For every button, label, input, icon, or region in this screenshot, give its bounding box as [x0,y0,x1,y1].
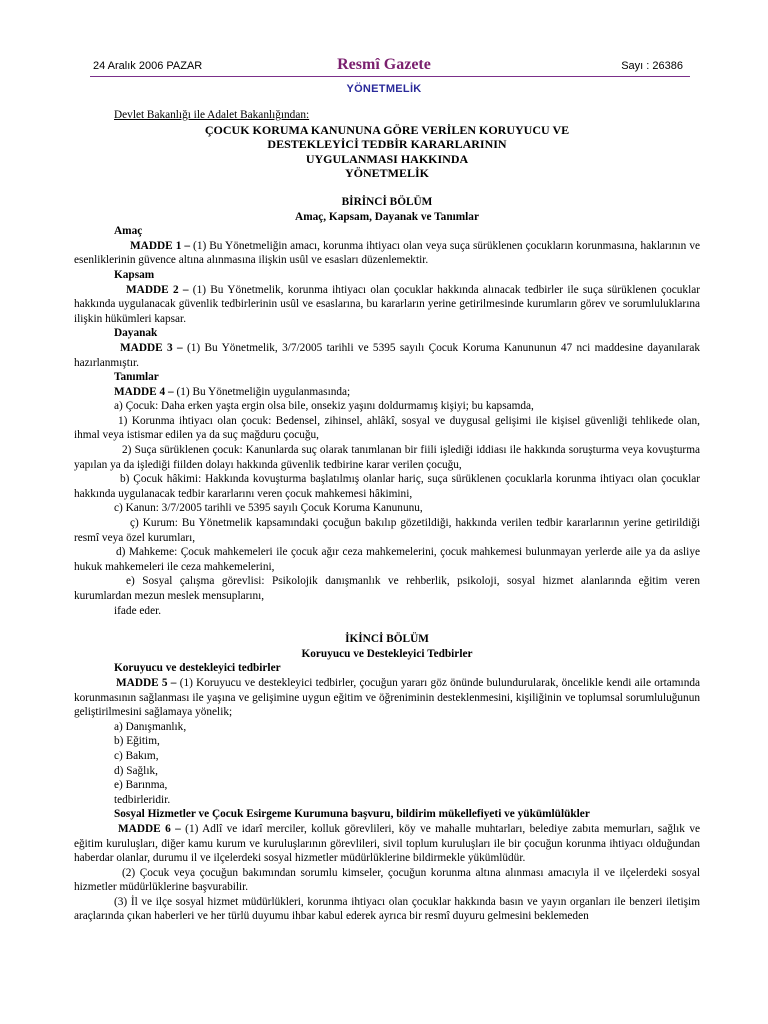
article-6-para-1 [74,822,700,866]
article-4 [74,385,700,400]
article-6-para-3: (3) İl ve ilçe sosyal hizmet müdürlükleri, korunma ihtiyacı olan çocuklar hakkında basın ve yayın organları ile benzeri iletişim araçlarında çıkan haberleri ve her türlü duyumu ihbar kabul ederek ayrıca bir resmî duyuru gelmesini beklemeden [74,895,700,923]
part-2-title: İKİNCİ BÖLÜM [345,633,429,646]
definition-e: e) Sosyal çalışma görevlisi: Psikolojik danışmanlık ve rehberlik, psikoloji, sosyal hizmet alanlarında eğitim veren kurumlardan mezun meslek mensuplarını, [74,575,700,602]
measure-item: c) Bakım, [114,749,159,762]
issuer-line: Devlet Bakanlığı ile Adalet Bakanlığından: [114,109,310,121]
article-3-text: (1) Bu Yönetmelik, 3/7/2005 tarihli ve 5395 sayılı Çocuk Koruma Kanununun 47 nci maddesine dayanılarak hazırlanmıştır. [74,341,700,369]
regulation-body [74,108,700,924]
regulation-title-line-4: YÖNETMELİK [344,166,429,181]
regulation-title-line-3: UYGULANMASI HAKKINDA [305,151,469,166]
article-1-text: (1) Bu Yönetmeliğin amacı, korunma ihtiyacı olan veya suça sürüklenen çocukların korunmasına, haklarının ve esenliklerinin güvence altına alınmasına ilişkin usûl ve esasları düzenlemektir. [74,239,700,267]
heading-amac: Amaç [114,225,143,238]
section-label: YÖNETMELİK [346,83,422,95]
article-2 [74,283,700,327]
header-date: 24 Aralık 2006 PAZAR [93,60,203,72]
header-divider [90,76,690,77]
article-1 [74,239,700,268]
article-6-label: MADDE 6 – [118,822,181,835]
article-6-text-1: (1) Adlî ve idarî merciler, kolluk görevlileri, köy ve mahalle muhtarları, belediye zabıta memurları, sağlık ve eğitim kuruluşları, diğer kamu kurum ve kuruluşlarının görevlileri, sivil toplum kuruluşları ile bir çocuğun korunma ihtiyacı olduğundan haberdar olanlar, durumu il ve ilçelerdeki sosyal hizmetler müdürlüklerine bildirmekle yükümlüdür. [74,822,700,865]
article-1-label: MADDE 1 – [130,239,191,252]
article-6-para-2: (2) Çocuk veya çocuğun bakımından sorumlu kimseler, çocuğun korunma altına alınması amacıyla il ve ilçelerdeki sosyal hizmetler müdürlüklerine başvurabilir. [74,866,700,894]
article-4-label: MADDE 4 – [114,385,174,398]
article-2-label: MADDE 2 – [126,283,189,296]
header-issue-number: Sayı : 26386 [621,60,683,72]
article-5 [74,676,700,720]
part-2-subtitle: Koruyucu ve Destekleyici Tedbirler [301,647,473,660]
definition-b: b) Çocuk hâkimi: Hakkında kovuşturma başlatılmış olanlar hariç, suça sürüklenen çocuklarla korunma ihtiyacı olan çocuklar hakkında uygulanacak tedbir kararlarını veren çocuk mahkemesi hâkimini, [74,473,700,500]
measure-item: a) Danışmanlık, [114,720,187,733]
definitions-end: ifade eder. [114,604,162,617]
measure-item: d) Sağlık, [114,764,158,777]
heading-kapsam: Kapsam [114,268,155,281]
part-1-title: BİRİNCİ BÖLÜM [341,195,433,208]
definition-c: c) Kanun: 3/7/2005 tarihli ve 5395 sayılı Çocuk Koruma Kanununu, [114,502,423,515]
part-1-subtitle: Amaç, Kapsam, Dayanak ve Tanımlar [295,210,479,223]
definition-cc: ç) Kurum: Bu Yönetmelik kapsamındaki çocuğun bakılıp gözetildiği, hakkında verilen tedbir kararlarının yerine getirildiği resmî veya özel kurumları, [74,517,700,544]
article-5-text: (1) Koruyucu ve destekleyici tedbirler, çocuğun yararı göz önünde bulundurularak, öncelikle kendi aile ortamında korunmasının sağlanması ile yaşına ve gelişimine uygun eğitim ve öğreniminin desteklenmesini, kişiliğinin ve toplumsal sorumluluğunun geliştirilmesini sağlamaya yönelik; [74,676,701,719]
measures-end: tedbirleridir. [114,793,171,806]
definition-a2: 2) Suça sürüklenen çocuk: Kanunlarda suç olarak tanımlanan bir fiili işlediği iddiası ile hakkında soruşturma veya kovuşturma yapılan ya da işlediği fiilden dolayı hakkında güvenlik tedbirine karar verilen çocuğu, [74,444,700,471]
article-2-text: (1) Bu Yönetmelik, korunma ihtiyacı olan çocuklar hakkında alınacak tedbirler ile suça sürüklenen çocuklar hakkında uygulanacak güvenlik tedbirlerinin usûl ve esaslarına, bu kararların yerine getirilmesinde kurumların görev ve sorumluluklarına ilişkin hükümleri kapsar. [74,283,700,325]
heading-madde-6: Sosyal Hizmetler ve Çocuk Esirgeme Kurumuna başvuru, bildirim mükellefiyeti ve yükümlülükler [114,808,590,821]
article-4-intro: (1) Bu Yönetmeliğin uygulanmasında; [173,385,351,398]
heading-madde-5: Koruyucu ve destekleyici tedbirler [114,662,281,675]
heading-tanimlar: Tanımlar [114,371,159,384]
article-3 [74,341,700,370]
definition-a: a) Çocuk: Daha erken yaşta ergin olsa bile, onsekiz yaşını doldurmamış kişiyi; bu kapsamda, [114,400,534,413]
measure-item: b) Eğitim, [114,735,160,748]
regulation-title-line-1: ÇOCUK KORUMA KANUNUNA GÖRE VERİLEN KORUYUCU VE [204,122,570,137]
article-3-label: MADDE 3 – [120,341,183,354]
definition-a1: 1) Korunma ihtiyacı olan çocuk: Bedensel, zihinsel, ahlâkî, sosyal ve duygusal gelişimi ile kişisel güvenliği tehlikede olan, ihmal veya istismar edilen ya da suç mağduru çocuğu, [74,414,700,442]
definition-d: d) Mahkeme: Çocuk mahkemeleri ile çocuk ağır ceza mahkemelerini, çocuk mahkemesi bulunmayan yerlerde aile ya da asliye hukuk mahkemeleri ile ceza mahkemelerini, [74,546,700,573]
article-5-label: MADDE 5 – [116,676,177,689]
heading-dayanak: Dayanak [114,327,158,340]
measure-item: e) Barınma, [114,779,168,792]
regulation-title-line-2: DESTEKLEYİCİ TEDBİR KARARLARININ [267,137,507,152]
gazette-title: Resmî Gazete [337,56,431,73]
